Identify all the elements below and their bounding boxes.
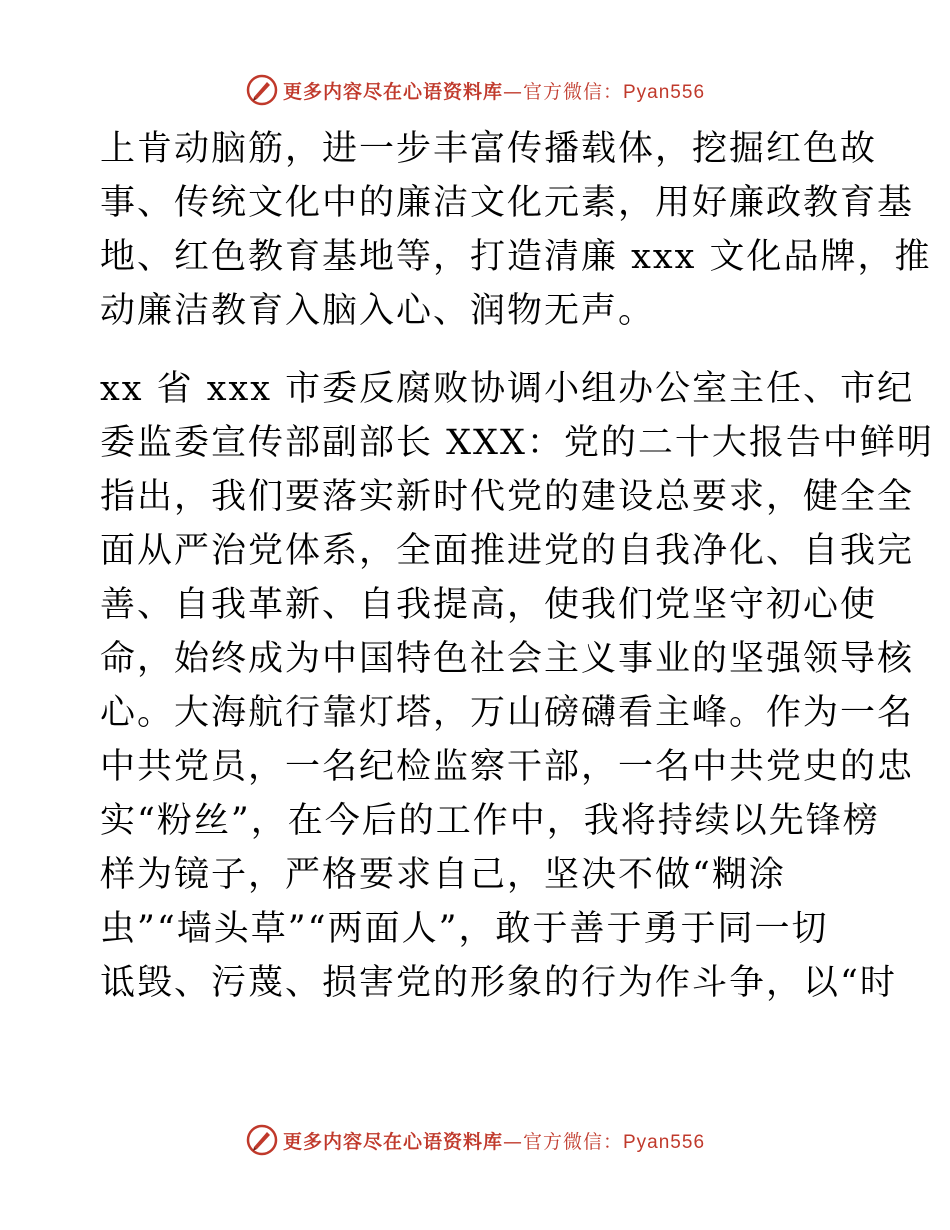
header-watermark bbox=[0, 70, 950, 110]
watermark-text bbox=[283, 77, 705, 104]
paragraph-2 bbox=[100, 362, 934, 1010]
paragraph-gap bbox=[100, 338, 860, 362]
watermark-wechat-label: 官方微信： bbox=[522, 1130, 623, 1153]
text-line: 动廉洁教育入脑入心、润物无声。 bbox=[100, 291, 656, 331]
pen-circle-logo-icon bbox=[245, 1123, 279, 1157]
watermark-main: 更多内容尽在心语资料库 bbox=[282, 80, 503, 103]
watermark-dash: — bbox=[502, 80, 523, 103]
watermark-wechat-id: Pyan556 bbox=[623, 1131, 706, 1153]
watermark-wechat-label: 官方微信： bbox=[522, 80, 623, 103]
watermark-main: 更多内容尽在心语资料库 bbox=[282, 1130, 503, 1153]
watermark-text bbox=[283, 1127, 705, 1154]
document-body bbox=[100, 122, 934, 1010]
text-line: 指出，我们要落实新时代党的建设总要求，健全全 bbox=[100, 477, 915, 517]
text-line: 虫”“墙头草”“两面人”，敢于善于勇于同一切 bbox=[100, 909, 829, 949]
text-line: 面从严治党体系，全面推进党的自我净化、自我完 bbox=[100, 531, 915, 571]
text-line: 实“粉丝”，在今后的工作中，我将持续以先锋榜 bbox=[100, 801, 880, 841]
text-line: 善、自我革新、自我提高，使我们党坚守初心使 bbox=[100, 585, 878, 625]
text-line: 命，始终成为中国特色社会主义事业的坚强领导核 bbox=[100, 639, 915, 679]
footer-watermark bbox=[0, 1120, 950, 1160]
watermark-dash: — bbox=[502, 1130, 523, 1153]
text-line: 委监委宣传部副部长 XXX：党的二十大报告中鲜明 bbox=[100, 423, 934, 463]
text-line: xx 省 xxx 市委反腐败协调小组办公室主任、市纪 bbox=[100, 369, 915, 409]
text-line: 心。大海航行靠灯塔，万山磅礴看主峰。作为一名 bbox=[100, 693, 915, 733]
text-line: 诋毁、污蔑、损害党的形象的行为作斗争，以“时 bbox=[100, 963, 897, 1003]
text-line: 事、传统文化中的廉洁文化元素，用好廉政教育基 bbox=[100, 183, 915, 223]
pen-circle-logo-icon bbox=[245, 73, 279, 107]
text-line: 样为镜子，严格要求自己，坚决不做“糊涂 bbox=[100, 855, 786, 895]
text-line: 中共党员，一名纪检监察干部，一名中共党史的忠 bbox=[100, 747, 915, 787]
text-line: 地、红色教育基地等，打造清廉 xxx 文化品牌，推 bbox=[100, 237, 932, 277]
paragraph-1 bbox=[100, 122, 932, 338]
text-line: 上肯动脑筋，进一步丰富传播载体，挖掘红色故 bbox=[100, 129, 878, 169]
watermark-wechat-id: Pyan556 bbox=[623, 81, 706, 103]
